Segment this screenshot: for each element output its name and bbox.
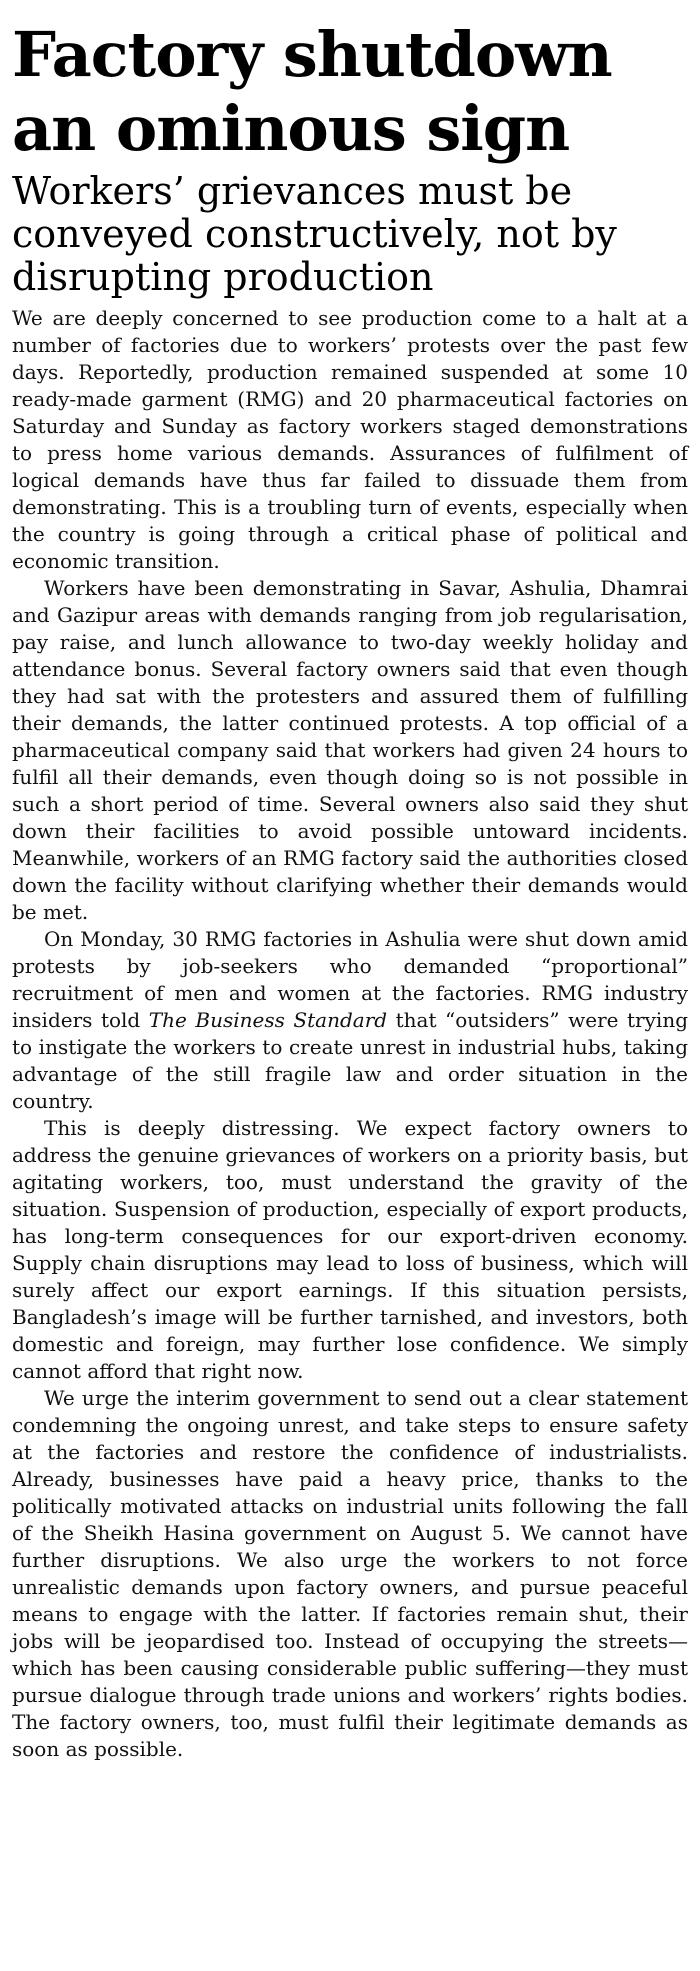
paragraph-2: Workers have been demonstrating in Savar, Ashulia, Dhamrai and Gazipur areas with demands ranging from job regularisation, pay raise, and lunch allowance to two-day weekly holiday and attendance bonus. Several factory owners said that even though they had sat with the protesters and assured them of fulfilling their demands, the latter continued protests. A top official of a pharmaceutical company said that workers had given 24 hours to fulfil all their demands, even though doing so is not possible in such a short period of time. Several owners also said they shut down their facilities to avoid possible untoward incidents. Meanwhile, workers of an RMG factory said the authorities closed down the facility without clarifying whether their demands would be met. [12,576,688,924]
headline: Factory shutdown an ominous sign [12,18,612,165]
paragraph-1: We are deeply concerned to see production come to a halt at a number of factories due to workers’ protests over the past few days. Reportedly, production remained suspended at some 10 ready-made garment (RMG) and 20 pharmaceutical factories on Saturday and Sunday as factory workers staged demonstrations to press home various demands. Assurances of fulfilment of logical demands have thus far failed to dissuade them from demonstrating. This is a troubling turn of events, especially when the country is going through a critical phase of political and economic transition. [12,306,688,573]
paragraph-3-text-before: On Monday, 30 RMG factories in Ashulia were shut down amid protests by job-seekers who demanded “proportional” recruitment of men and women at the factories. RMG industry insiders told [12,927,688,1032]
paragraph-4: This is deeply distressing. We expect factory owners to address the genuine grievances of workers on a priority basis, but agitating workers, too, must understand the gravity of the situation. Suspension of production, especially of export products, has long-term consequences for our export-driven economy. Supply chain disruptions may lead to loss of business, which will surely affect our export earnings. If this situation persists, Bangladesh’s image will be further tarnished, and investors, both domestic and foreign, may further lose confidence. We simply cannot afford that right now. [12,1116,688,1383]
publication-name: The Business Standard [148,1008,388,1032]
paragraph-5: We urge the interim government to send out a clear statement condemning the ongoing unrest, and take steps to ensure safety at the factories and restore the confidence of industrialists. Already, businesses have paid a heavy price, thanks to the politically motivated attacks on industrial units following the fall of the Sheikh Hasina government on August 5. We cannot have further disruptions. We also urge the workers to not force unrealistic demands upon factory owners, and pursue peaceful means to engage with the latter. If factories remain shut, their jobs will be jeopardised too. Instead of occupying the streets—which has been causing considerable public suffering—they must pursue dialogue through trade unions and workers’ rights bodies. The factory owners, too, must fulfil their legitimate demands as soon as possible. [12,1386,688,1761]
paragraph-3-text-after: that “outsiders” were trying to instigate the workers to create unrest in industrial hubs, taking advantage of the still fragile law and order situation in the country. [12,1008,688,1113]
subheadline: Workers’ grievances must be conveyed constructively, not by disrupting production [12,169,617,299]
article-body [12,305,688,1763]
paragraph-3 [12,926,688,1115]
